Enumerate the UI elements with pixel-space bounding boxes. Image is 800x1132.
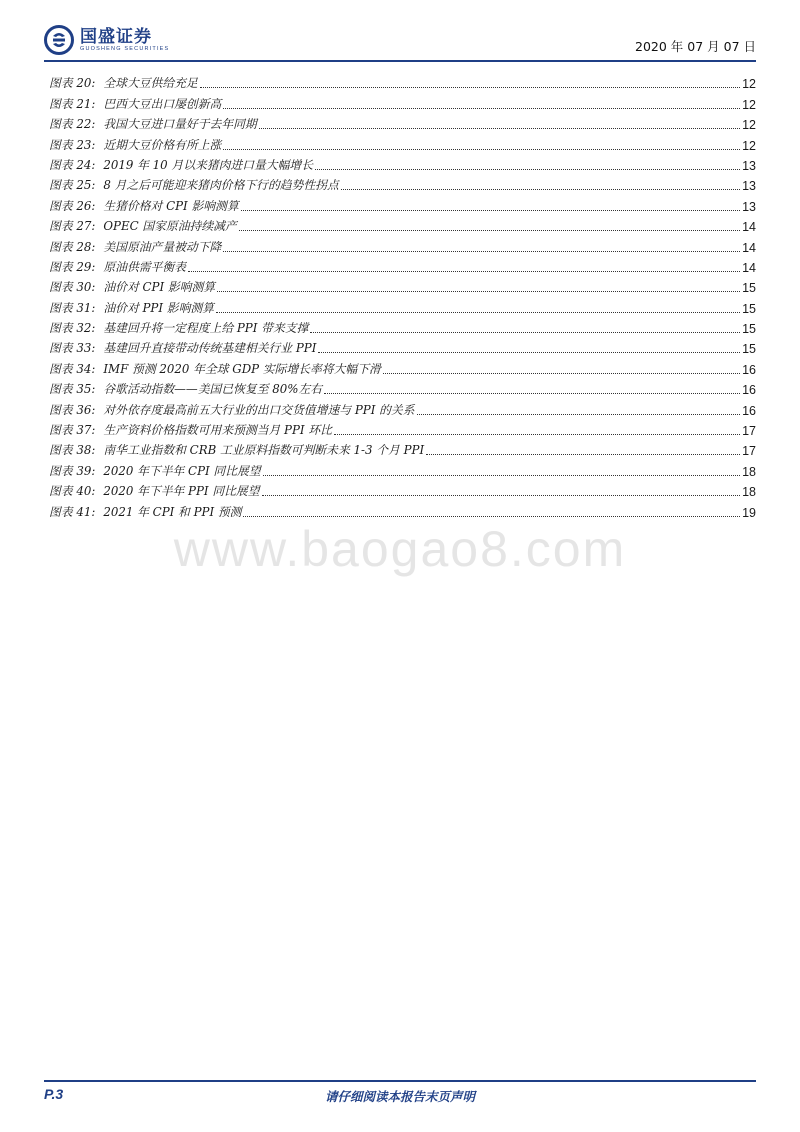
toc-leader-dots bbox=[262, 494, 741, 496]
toc-leader-dots bbox=[318, 351, 740, 353]
toc-entry-title: 近期大豆价格有所上涨 bbox=[103, 137, 222, 152]
toc-entry-label: 图表 38: bbox=[49, 443, 96, 458]
toc-leader-dots bbox=[188, 270, 740, 272]
toc-entry-title: 基建回升直接带动传统基建相关行业 PPI bbox=[103, 341, 317, 356]
toc-entry[interactable] bbox=[49, 316, 756, 336]
toc-entry[interactable] bbox=[49, 255, 756, 275]
toc-leader-dots bbox=[426, 453, 740, 455]
toc-entry-page: 16 bbox=[742, 383, 756, 398]
toc-leader-dots bbox=[241, 209, 740, 211]
toc-leader-dots bbox=[243, 515, 740, 517]
toc-entry-page: 14 bbox=[742, 240, 756, 255]
toc-entry-page: 14 bbox=[742, 220, 756, 235]
toc-entry-label: 图表 36: bbox=[49, 402, 96, 417]
toc-entry-title: 2020 年下半年 CPI 同比展望 bbox=[103, 463, 261, 478]
logo-english-name: GUOSHENG SECURITIES bbox=[80, 45, 170, 52]
toc-entry[interactable] bbox=[49, 418, 756, 438]
toc-entry-label: 图表 31: bbox=[49, 300, 96, 315]
toc-leader-dots bbox=[217, 290, 740, 292]
toc-entry-label: 图表 24: bbox=[49, 157, 96, 172]
guosheng-logo-icon bbox=[44, 25, 74, 55]
toc-entry[interactable] bbox=[49, 193, 756, 213]
toc-entry-label: 图表 29: bbox=[49, 259, 96, 274]
watermark: www.baogao8.com bbox=[173, 521, 627, 577]
company-logo bbox=[44, 24, 169, 56]
toc-entry-page: 15 bbox=[742, 301, 756, 316]
toc-entry-title: 美国原油产量被动下降 bbox=[103, 239, 222, 254]
logo-chinese-name: 国盛证券 bbox=[80, 26, 152, 47]
toc-entry-page: 13 bbox=[742, 179, 756, 194]
toc-leader-dots bbox=[334, 433, 740, 435]
toc-entry-label: 图表 22: bbox=[49, 117, 96, 132]
toc-leader-dots bbox=[216, 311, 740, 313]
toc-entry-title: OPEC 国家原油持续减产 bbox=[103, 219, 237, 234]
toc-entry-title: 8 月之后可能迎来猪肉价格下行的趋势性拐点 bbox=[103, 178, 339, 193]
toc-entry[interactable] bbox=[49, 173, 756, 193]
toc-entry-page: 12 bbox=[742, 97, 756, 112]
toc-entry-title: 巴西大豆出口屡创新高 bbox=[103, 96, 222, 111]
toc-entry-label: 图表 41: bbox=[49, 504, 96, 519]
toc-entry-label: 图表 32: bbox=[49, 321, 96, 336]
toc-entry-page: 18 bbox=[742, 485, 756, 500]
toc-entry[interactable] bbox=[49, 458, 756, 478]
toc-entry-page: 12 bbox=[742, 77, 756, 92]
toc-entry-page: 17 bbox=[742, 424, 756, 439]
page-number: P.3 bbox=[44, 1086, 64, 1102]
toc-leader-dots bbox=[223, 107, 740, 109]
toc-leader-dots bbox=[263, 474, 740, 476]
toc-entry-title: 谷歌活动指数——美国已恢复至 80%左右 bbox=[103, 382, 323, 397]
toc-entry-label: 图表 26: bbox=[49, 198, 96, 213]
toc-entry-title: 基建回升将一定程度上给 PPI 带来支撑 bbox=[103, 321, 309, 336]
report-date: 2020 年 07 月 07 日 bbox=[635, 39, 756, 54]
toc-entry[interactable] bbox=[49, 499, 756, 519]
toc-leader-dots bbox=[310, 331, 740, 333]
toc-entry-label: 图表 35: bbox=[49, 382, 96, 397]
toc-entry-label: 图表 20: bbox=[49, 76, 96, 91]
toc-leader-dots bbox=[223, 148, 740, 150]
toc-entry[interactable] bbox=[49, 438, 756, 458]
toc-entry-label: 图表 28: bbox=[49, 239, 96, 254]
toc-entry-page: 12 bbox=[742, 138, 756, 153]
toc-entry[interactable] bbox=[49, 153, 756, 173]
toc-entry-page: 18 bbox=[742, 464, 756, 479]
toc-leader-dots bbox=[324, 392, 740, 394]
toc-entry-label: 图表 21: bbox=[49, 96, 96, 111]
toc-entry[interactable] bbox=[49, 71, 756, 91]
toc-entry-page: 17 bbox=[742, 444, 756, 459]
toc-entry-page: 13 bbox=[742, 199, 756, 214]
toc-entry[interactable] bbox=[49, 356, 756, 376]
toc-entry-label: 图表 27: bbox=[49, 219, 96, 234]
toc-entry-title: IMF 预测 2020 年全球 GDP 实际增长率将大幅下滑 bbox=[103, 361, 381, 376]
toc-entry-page: 13 bbox=[742, 158, 756, 173]
toc-entry-title: 生产资料价格指数可用来预测当月 PPI 环比 bbox=[103, 423, 332, 438]
toc-entry-title: 2021 年 CPI 和 PPI 预测 bbox=[103, 504, 242, 519]
toc-entry-title: 对外依存度最高前五大行业的出口交货值增速与 PPI 的关系 bbox=[103, 402, 415, 417]
toc-entry-title: 我国大豆进口量好于去年同期 bbox=[103, 117, 257, 132]
toc-entry-page: 14 bbox=[742, 260, 756, 275]
toc-entry-page: 19 bbox=[742, 505, 756, 520]
toc-entry-title: 南华工业指数和 CRB 工业原料指数可判断未来 1-3 个月 PPI bbox=[103, 443, 425, 458]
toc-entry-title: 2020 年下半年 PPI 同比展望 bbox=[103, 484, 260, 499]
toc-entry-label: 图表 39: bbox=[49, 463, 96, 478]
toc-entry-page: 16 bbox=[742, 362, 756, 377]
toc-entry[interactable] bbox=[49, 91, 756, 111]
toc-leader-dots bbox=[383, 372, 740, 374]
disclaimer-note: 请仔细阅读本报告末页声明 bbox=[324, 1089, 475, 1104]
toc-entry-page: 16 bbox=[742, 403, 756, 418]
toc-leader-dots bbox=[223, 250, 740, 252]
footer-divider bbox=[44, 1080, 756, 1082]
toc-entry[interactable] bbox=[49, 336, 756, 356]
toc-entry-title: 原油供需平衡表 bbox=[103, 259, 186, 274]
toc-entry-title: 全球大豆供给充足 bbox=[103, 76, 198, 91]
toc-entry[interactable] bbox=[49, 295, 756, 315]
toc-entry-label: 图表 25: bbox=[49, 178, 96, 193]
toc-entry-label: 图表 33: bbox=[49, 341, 96, 356]
toc-entry-label: 图表 40: bbox=[49, 484, 96, 499]
toc-entry-title: 2019 年 10 月以来猪肉进口量大幅增长 bbox=[103, 157, 313, 172]
toc-entry-title: 油价对 CPI 影响测算 bbox=[103, 280, 216, 295]
toc-entry-page: 15 bbox=[742, 342, 756, 357]
toc-entry-page: 15 bbox=[742, 281, 756, 296]
figure-index-list bbox=[49, 71, 756, 520]
toc-entry[interactable] bbox=[49, 275, 756, 295]
toc-entry-label: 图表 23: bbox=[49, 137, 96, 152]
toc-entry[interactable] bbox=[49, 397, 756, 417]
toc-entry-label: 图表 30: bbox=[49, 280, 96, 295]
toc-entry[interactable] bbox=[49, 377, 756, 397]
toc-leader-dots bbox=[417, 413, 741, 415]
toc-leader-dots bbox=[341, 188, 740, 190]
toc-entry[interactable] bbox=[49, 132, 756, 152]
toc-leader-dots bbox=[259, 127, 740, 129]
page-header bbox=[44, 26, 756, 62]
toc-entry-page: 12 bbox=[742, 118, 756, 133]
toc-entry-title: 油价对 PPI 影响测算 bbox=[103, 300, 214, 315]
toc-leader-dots bbox=[200, 86, 740, 88]
toc-entry-label: 图表 37: bbox=[49, 423, 96, 438]
toc-leader-dots bbox=[239, 229, 740, 231]
toc-entry[interactable] bbox=[49, 214, 756, 234]
toc-entry-page: 15 bbox=[742, 322, 756, 337]
toc-entry[interactable] bbox=[49, 479, 756, 499]
toc-entry-title: 生猪价格对 CPI 影响测算 bbox=[103, 198, 239, 213]
toc-entry-label: 图表 34: bbox=[49, 361, 96, 376]
toc-entry[interactable] bbox=[49, 112, 756, 132]
toc-entry[interactable] bbox=[49, 234, 756, 254]
toc-leader-dots bbox=[315, 168, 740, 170]
